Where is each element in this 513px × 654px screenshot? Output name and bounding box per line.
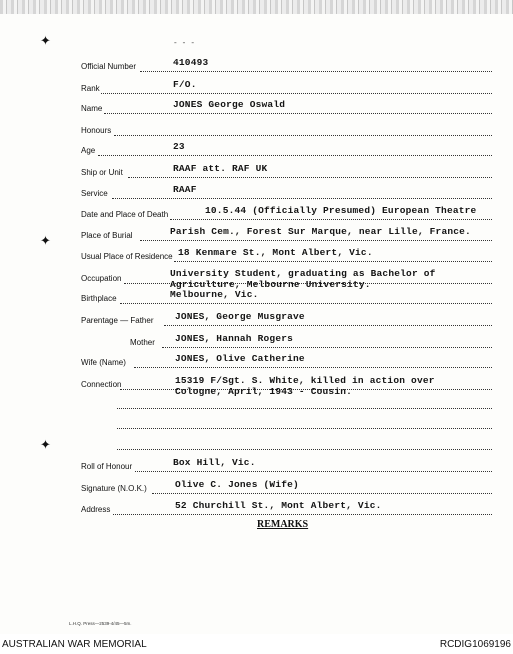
field-official-number <box>0 57 513 77</box>
field-label: Date and Place of Death <box>81 210 169 219</box>
punch-hole-mark-icon: ✦ <box>40 438 51 453</box>
punch-hole-mark-icon: ✦ <box>40 34 51 49</box>
field-wife <box>0 353 513 373</box>
field-birthplace <box>0 289 513 309</box>
blank-dotted-line <box>117 427 492 429</box>
footer-record-id: RCDIG1069196 <box>439 639 511 650</box>
punch-hole-mark-icon: ✦ <box>40 234 51 249</box>
dotted-line <box>128 176 492 178</box>
field-label: Honours <box>81 126 112 135</box>
dotted-line <box>114 134 492 136</box>
field-age <box>0 141 513 161</box>
field-label: Signature (N.O.K.) <box>81 484 147 493</box>
field-value-line-1: 15319 F/Sgt. S. White, killed in action over <box>175 375 435 386</box>
field-address <box>0 500 513 520</box>
field-value: 10.5.44 (Officially Presumed) European Theatre <box>205 205 477 216</box>
field-value: Olive C. Jones (Wife) <box>175 479 299 490</box>
field-label: Mother <box>130 338 155 347</box>
dotted-line <box>113 513 492 515</box>
field-value: 410493 <box>173 57 209 68</box>
field-name <box>0 99 513 119</box>
field-signature <box>0 479 513 499</box>
field-label: Usual Place of Residence <box>81 252 173 261</box>
field-label: Rank <box>81 84 100 93</box>
field-label: Parentage — Father <box>81 316 154 325</box>
field-father <box>0 311 513 331</box>
field-value: 52 Churchill St., Mont Albert, Vic. <box>175 500 382 511</box>
field-label: Wife (Name) <box>81 358 126 367</box>
field-label: Birthplace <box>81 294 117 303</box>
field-value: Box Hill, Vic. <box>173 457 256 468</box>
dotted-line <box>140 70 492 72</box>
field-value: RAAF <box>173 184 197 195</box>
field-value: JONES, Hannah Rogers <box>175 333 294 344</box>
field-value-line-1: University Student, graduating as Bachelor of <box>170 268 436 279</box>
field-value-line-2: Cologne, April, 1943 - Cousin. <box>175 386 353 397</box>
dotted-line <box>112 197 492 199</box>
field-connection <box>0 375 513 401</box>
field-label: Address <box>81 505 111 514</box>
field-label: Service <box>81 189 108 198</box>
remarks-heading: REMARKS <box>257 519 309 530</box>
field-value: JONES, Olive Catherine <box>175 353 305 364</box>
field-label: Name <box>81 104 103 113</box>
archive-footer <box>0 634 513 654</box>
dotted-line <box>104 112 492 114</box>
form-printer-code: L.H.Q. Press—2539-4/45—5m. <box>69 621 132 626</box>
field-value: Parish Cem., Forest Sur Marque, near Lille, France. <box>170 226 471 237</box>
field-date-place-of-death <box>0 205 513 225</box>
scan-mark: - - - <box>174 38 196 47</box>
footer-archive-name: AUSTRALIAN WAR MEMORIAL <box>2 639 147 650</box>
field-value: F/O. <box>173 79 197 90</box>
dotted-line <box>152 492 492 494</box>
field-label: Place of Burial <box>81 231 133 240</box>
blank-dotted-line <box>117 448 492 450</box>
field-value: JONES George Oswald <box>173 99 286 110</box>
dotted-line <box>162 346 492 348</box>
blank-dotted-line <box>117 407 492 409</box>
field-mother <box>0 333 513 353</box>
field-usual-residence <box>0 247 513 267</box>
scan-edge <box>0 0 513 14</box>
field-ship-or-unit <box>0 163 513 183</box>
field-honours <box>0 121 513 141</box>
field-service <box>0 184 513 204</box>
field-label: Occupation <box>81 274 122 283</box>
dotted-line <box>98 154 492 156</box>
field-value: 18 Kenmare St., Mont Albert, Vic. <box>178 247 373 258</box>
field-label: Roll of Honour <box>81 462 133 471</box>
field-value: RAAF att. RAF UK <box>173 163 268 174</box>
dotted-line <box>170 218 492 220</box>
dotted-line <box>101 92 492 94</box>
field-label: Connection <box>81 380 122 389</box>
field-label: Ship or Unit <box>81 168 123 177</box>
dotted-line <box>134 366 492 368</box>
dotted-line <box>120 302 492 304</box>
field-value-line-2: Agriculture, Melbourne University. <box>170 279 371 290</box>
dotted-line <box>164 324 492 326</box>
field-value: Melbourne, Vic. <box>170 289 259 300</box>
field-label: Official Number <box>81 62 136 71</box>
dotted-line <box>135 470 492 472</box>
dotted-line <box>140 239 492 241</box>
field-value: 23 <box>173 141 185 152</box>
field-value: JONES, George Musgrave <box>175 311 305 322</box>
field-place-of-burial <box>0 226 513 249</box>
field-roll-of-honour <box>0 457 513 477</box>
field-label: Age <box>81 146 96 155</box>
field-rank <box>0 79 513 99</box>
dotted-line <box>174 260 492 262</box>
